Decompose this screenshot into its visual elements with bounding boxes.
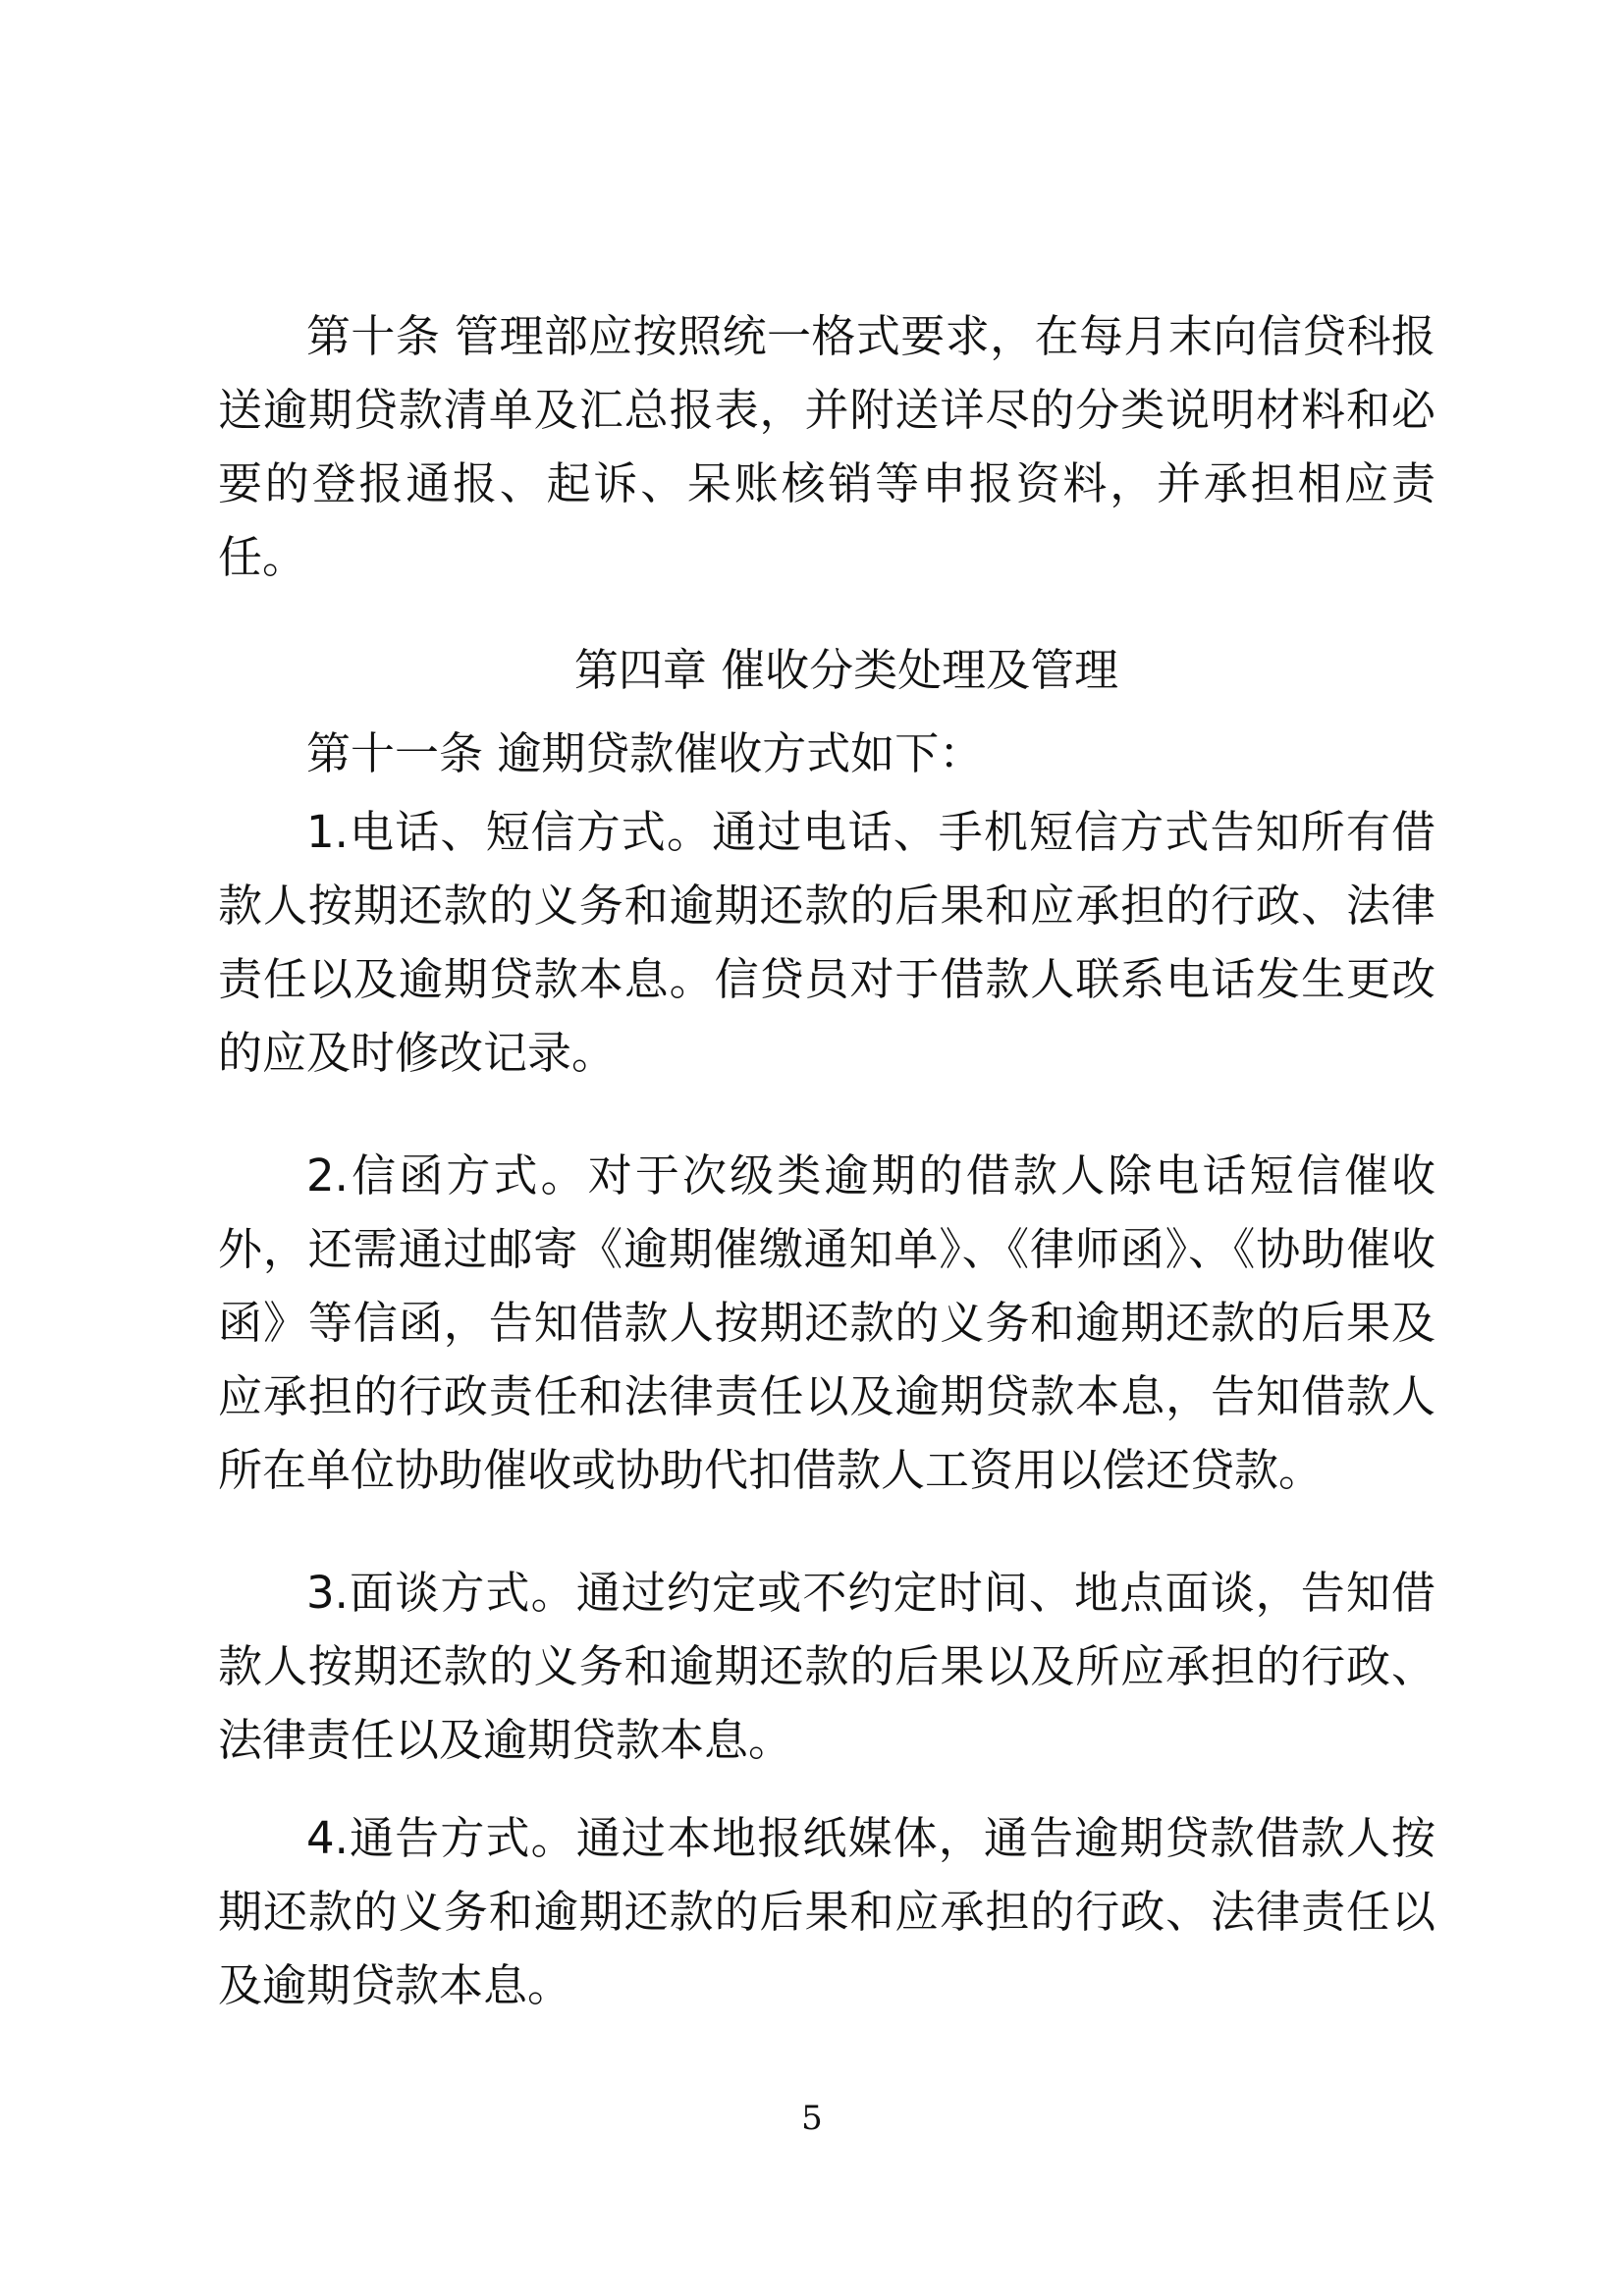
method-notice-paragraph: 4.通告方式。通过本地报纸媒体，通告逾期贷款借款人按期还款的义务和逾期还款的后果和应承担的行政、法律责任以及逾期贷款本息。 (218, 1812, 1435, 2011)
article-11-intro: 第十一条 逾期贷款催收方式如下： (306, 727, 984, 779)
article-10-paragraph: 第十条 管理部应按照统一格式要求，在每月末向信贷科报送逾期贷款清单及汇总报表，并附送详尽的分类说明材料和必要的登报通报、起诉、呆账核销等申报资料，并承担相应责任。 (218, 310, 1435, 583)
page-number: 5 (801, 2099, 823, 2138)
method-interview-paragraph: 3.面谈方式。通过约定或不约定时间、地点面谈，告知借款人按期还款的义务和逾期还款的后果以及所应承担的行政、法律责任以及逾期贷款本息。 (218, 1567, 1435, 1766)
method-phone-sms-paragraph: 1.电话、短信方式。通过电话、手机短信方式告知所有借款人按期还款的义务和逾期还款的后果和应承担的行政、法律责任以及逾期贷款本息。信贷员对于借款人联系电话发生更改的应及时修改记录。 (218, 806, 1435, 1079)
chapter-4-heading: 第四章 催收分类处理及管理 (573, 644, 1119, 696)
method-letter-paragraph: 2.信函方式。对于次级类逾期的借款人除电话短信催收外，还需通过邮寄《逾期催缴通知单》、《律师函》、《协助催收函》等信函，告知借款人按期还款的义务和逾期还款的后果及应承担的行政责任和法律责任以及逾期贷款本息，告知借款人所在单位协助催收或协助代扣借款人工资用以偿还贷款。 (218, 1149, 1435, 1496)
